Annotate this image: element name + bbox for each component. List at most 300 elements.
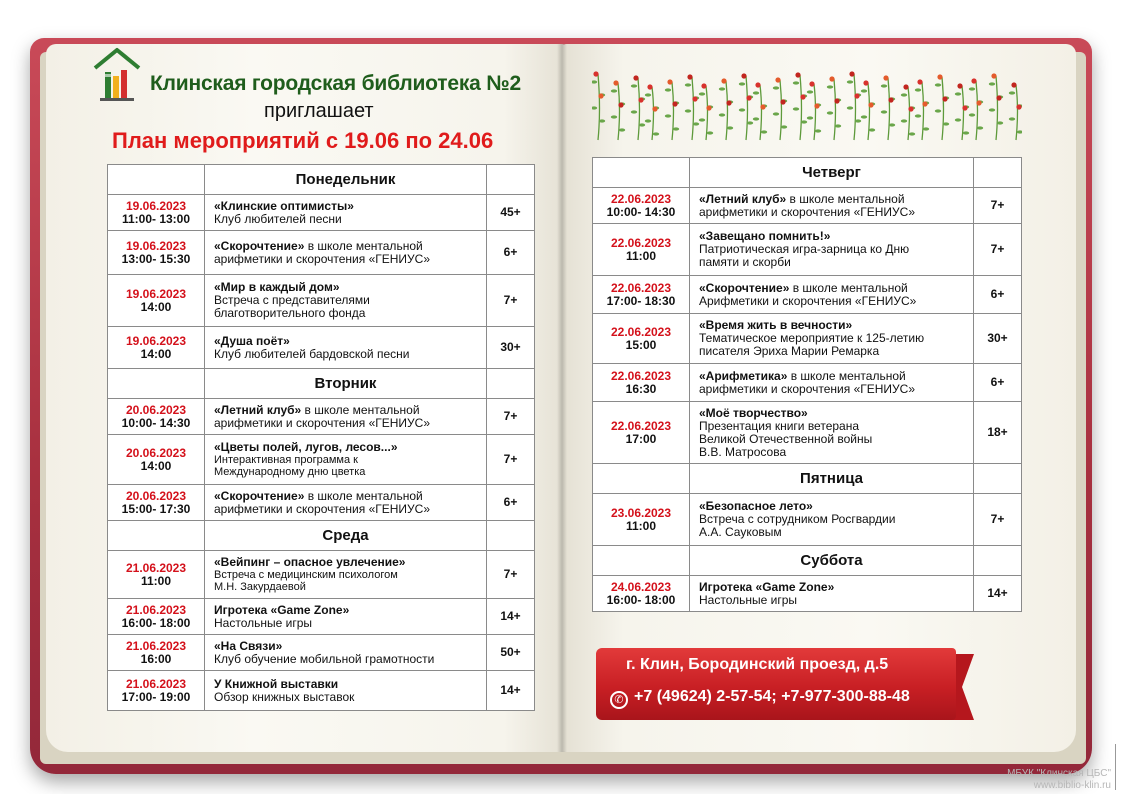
watermark [1007,768,1111,792]
event-time: 14:00 [140,458,172,473]
day-spacer-age [487,521,535,551]
flower-leaf [665,88,671,91]
flower-bud [937,74,942,79]
flower-bud [593,71,598,76]
flower-bud [633,75,638,80]
event-title: «Скорочтение» [214,238,305,253]
flower-stem [780,80,782,140]
event-description-line: Патриотическая игра-зарница ко Дню [699,242,910,256]
event-title-line [214,335,478,348]
flower-bud [854,93,859,98]
library-logo-icon [92,46,142,104]
event-title-line [214,441,478,454]
day-spacer [593,158,690,188]
event-time: 15:00- 17:30 [121,501,191,516]
event-title: «Мир в каждый дом» [214,280,340,294]
flower-leaf [739,82,745,85]
event-description-line: арифметики и скорочтения «ГЕНИУС» [214,251,430,266]
event-datetime [593,276,690,314]
day-header-row [108,165,535,195]
event-row [593,364,1022,402]
event-details [690,576,974,612]
flower-bud [971,78,976,83]
flower-leaf [611,89,617,92]
event-description-line: памяти и скорби [699,255,791,269]
flower-stem [868,83,870,140]
event-title: «Клинские оптимисты» [214,198,354,213]
flower-leaf [955,118,961,121]
flower-leaf [753,117,759,120]
day-spacer [108,165,205,195]
day-spacer-age [974,546,1022,576]
event-datetime [108,635,205,671]
event-datetime [108,231,205,275]
flower-leaf [807,116,813,119]
event-title: «Время жить в вечности» [699,318,853,332]
event-datetime [593,364,690,402]
flower-bud [647,84,652,89]
flower-leaf [847,80,853,83]
event-date: 19.06.2023 [125,238,187,253]
flower-bud [741,73,746,78]
event-row [108,231,535,275]
event-datetime [108,435,205,485]
event-details [205,671,487,711]
event-details [205,485,487,521]
event-row [108,435,535,485]
event-description-line: Тематическое мероприятие к 125-летию [699,331,925,345]
event-description-line: В.В. Матросова [699,444,787,459]
flower-leaf [631,84,637,87]
event-description-line: Презентация книги ветерана [699,418,860,433]
event-row [108,671,535,711]
flower-leaf [753,91,759,94]
event-time: 17:00- 19:00 [121,689,191,704]
flower-bud [922,101,927,106]
event-row [108,635,535,671]
event-date: 21.06.2023 [125,602,187,617]
event-title-line [214,556,478,569]
watermark-org: МБУК "Клинская ЦБС" [1007,768,1111,779]
flower-stem [834,79,836,140]
event-title-suffix: в школе ментальной [787,368,906,383]
event-time: 15:00 [625,337,657,352]
event-title: «Скорочтение» [214,488,305,503]
schedule-table-right [592,157,1022,612]
age-rating: 7+ [487,551,535,599]
invite-text: приглашает [264,100,374,122]
flower-bud [908,106,913,111]
flower-leaf [869,128,875,131]
event-title-line [214,200,478,213]
event-details [205,635,487,671]
event-date: 19.06.2023 [125,333,187,348]
flower-leaf [963,131,969,134]
flower-bud [868,102,873,107]
event-description-line: Настольные игры [214,615,313,630]
flower-bud [598,93,603,98]
event-title: «Вейпинг – опасное увлечение» [214,555,406,569]
phone-icon: ✆ [610,691,628,709]
schedule-table-left [107,164,535,711]
day-name: Пятница [690,464,974,494]
flower-leaf [989,108,995,111]
flower-bud [976,100,981,105]
event-title-line [214,640,478,653]
event-description-line: Клуб любителей песни [214,211,342,226]
flower-leaf [909,132,915,135]
age-rating: 14+ [487,671,535,711]
event-date: 19.06.2023 [125,286,187,301]
flower-leaf [855,119,861,122]
flower-bud [672,101,677,106]
flower-bud [687,74,692,79]
event-datetime [593,494,690,546]
event-row [593,402,1022,464]
event-details [690,364,974,402]
event-title-suffix: в школе ментальной [786,191,905,206]
watermark-divider [1115,744,1116,790]
flower-leaf [801,120,807,123]
event-datetime [108,327,205,369]
event-description-line: Обзор книжных выставок [214,689,355,704]
flower-leaf [773,86,779,89]
event-time: 11:00 [140,573,172,588]
event-row [108,399,535,435]
age-rating: 6+ [487,485,535,521]
age-rating: 50+ [487,635,535,671]
flower-leaf [631,110,637,113]
flower-stem [652,87,654,140]
age-rating: 30+ [974,314,1022,364]
flower-stem [598,74,600,140]
flower-leaf [881,84,887,87]
flower-stem [888,78,890,140]
day-spacer-age [974,464,1022,494]
flower-leaf [901,119,907,122]
event-details [690,402,974,464]
flower-leaf [969,87,975,90]
event-date: 22.06.2023 [610,368,672,383]
flower-stem [854,74,856,140]
event-description-line: Настольные игры [699,592,798,607]
flower-leaf [653,132,659,135]
event-time: 14:00 [140,299,172,314]
event-datetime [108,275,205,327]
flower-bud [755,82,760,87]
event-datetime [593,576,690,612]
flower-leaf [592,80,597,83]
flower-stem [672,82,674,140]
flower-bud [638,97,643,102]
flower-bud [706,105,711,110]
flower-leaf [997,121,1003,124]
flower-leaf [943,122,949,125]
flower-leaf [693,122,699,125]
flower-bud [652,106,657,111]
book-gutter [557,44,567,752]
flower-bud [1016,104,1021,109]
event-title: «Цветы полей, лугов, лесов...» [214,440,398,454]
age-rating: 7+ [974,188,1022,224]
event-title: «Скорочтение» [699,280,790,295]
flower-leaf [1009,91,1015,94]
event-date: 24.06.2023 [610,579,672,594]
event-date: 21.06.2023 [125,638,187,653]
age-rating: 6+ [974,276,1022,314]
day-header-row [108,521,535,551]
flower-bud [701,83,706,88]
age-rating: 7+ [487,435,535,485]
flower-stem [706,86,708,140]
flower-leaf [827,111,833,114]
flower-leaf [747,121,753,124]
day-name: Понедельник [205,165,487,195]
event-title: «Летний клуб» [699,191,787,206]
event-title: «Арифметика» [699,368,788,383]
event-time: 17:00 [625,431,657,446]
event-details [205,195,487,231]
flower-leaf [781,125,787,128]
flower-leaf [685,109,691,112]
event-title: «На Связи» [214,638,283,653]
age-rating: 7+ [974,224,1022,276]
event-date: 19.06.2023 [125,198,187,213]
event-datetime [593,188,690,224]
event-datetime [593,224,690,276]
flower-leaf [889,123,895,126]
flower-leaf [699,118,705,121]
flower-leaf [847,106,853,109]
event-description-line: Встреча с медицинским психологом [214,569,398,581]
age-rating: 18+ [974,402,1022,464]
event-title-line [699,407,965,420]
flower-leaf [977,126,983,129]
flower-bud [829,76,834,81]
event-title-line [214,490,478,503]
event-title-line [214,404,478,417]
flower-bud [942,96,947,101]
event-details [690,494,974,546]
flower-leaf [915,114,921,117]
day-spacer-age [974,158,1022,188]
flower-leaf [719,87,725,90]
event-details [690,188,974,224]
event-title-line [699,282,965,295]
event-time: 10:00- 14:30 [606,204,676,219]
event-title-suffix: в школе ментальной [789,280,908,295]
day-spacer [593,464,690,494]
event-row [593,276,1022,314]
event-description-line: Клуб любителей бардовской песни [214,346,410,361]
event-details [205,275,487,327]
flower-leaf [1017,130,1022,133]
event-title: «Душа поёт» [214,333,290,348]
flower-leaf [955,92,961,95]
flower-leaf [685,83,691,86]
event-description-line: Клуб обучение мобильной грамотности [214,651,435,666]
flower-bud [814,103,819,108]
day-header-row [593,546,1022,576]
flower-bud [917,79,922,84]
event-description-line: писателя Эриха Марии Ремарка [699,344,880,358]
day-header-row [593,158,1022,188]
event-row [593,494,1022,546]
flower-stem [726,81,728,140]
flower-leaf [935,83,941,86]
event-title: «Завещано помнить!» [699,229,831,243]
event-details [690,276,974,314]
flower-stem [908,87,910,140]
flower-stem [692,77,694,140]
flower-leaf [861,115,867,118]
event-date: 20.06.2023 [125,402,187,417]
event-description-line: Международному дню цветка [214,466,366,478]
event-row [108,599,535,635]
flower-bud [692,96,697,101]
event-title-suffix: в школе ментальной [304,238,423,253]
event-description-line: арифметики и скорочтения «ГЕНИУС» [214,415,430,430]
event-title-line [699,581,965,594]
flower-bud [834,98,839,103]
flower-bud [726,100,731,105]
event-date: 22.06.2023 [610,324,672,339]
flower-leaf [901,93,907,96]
flower-bud [809,81,814,86]
event-time: 16:00- 18:00 [121,615,191,630]
flower-leaf [793,81,799,84]
flower-bud [849,71,854,76]
day-spacer [593,546,690,576]
event-row [593,576,1022,612]
event-time: 11:00 [625,248,657,263]
event-row [108,275,535,327]
phones-line [610,688,910,709]
age-rating: 30+ [487,327,535,369]
flower-leaf [923,127,929,130]
day-name: Четверг [690,158,974,188]
age-rating: 6+ [487,231,535,275]
flower-leaf [827,85,833,88]
age-rating: 6+ [974,364,1022,402]
flower-bud [883,75,888,80]
event-description-line: Интерактивная программа к [214,454,358,466]
event-details [205,599,487,635]
event-datetime [108,485,205,521]
event-row [108,195,535,231]
event-time: 11:00 [625,518,657,533]
event-time: 14:00 [140,346,172,361]
event-title: «Моё творчество» [699,405,808,420]
flower-stem [800,75,802,140]
plan-title: План мероприятий с 19.06 по 24.06 [112,128,494,153]
flower-bud [746,95,751,100]
flower-bud [800,94,805,99]
event-row [593,314,1022,364]
event-date: 22.06.2023 [610,280,672,295]
flower-leaf [1009,117,1015,120]
flower-leaf [915,88,921,91]
event-title-line [699,370,965,383]
flower-leaf [935,109,941,112]
event-title: Игротека «Game Zone» [699,579,835,594]
event-title-suffix: в школе ментальной [304,488,423,503]
event-details [205,435,487,485]
flower-leaf [639,123,645,126]
age-rating: 7+ [487,399,535,435]
event-time: 10:00- 14:30 [121,415,191,430]
flower-bud [957,83,962,88]
event-row [593,224,1022,276]
flower-leaf [707,131,713,134]
flower-stem [976,81,978,140]
event-time: 16:30 [625,381,657,396]
flower-leaf [645,119,651,122]
address-text: г. Клин, Бородинский проезд, д.5 [626,656,889,673]
event-description-line: М.Н. Закурдаевой [214,581,306,593]
flower-leaf [773,112,779,115]
age-rating: 14+ [487,599,535,635]
event-details [205,551,487,599]
flower-stem [638,78,640,140]
event-row [108,485,535,521]
event-title-line [214,604,478,617]
flower-leaf [599,119,605,122]
flower-leaf [619,128,625,131]
flower-bud [775,77,780,82]
event-datetime [108,195,205,231]
day-spacer-age [487,369,535,399]
flower-bud [991,73,996,78]
age-rating: 14+ [974,576,1022,612]
event-time: 11:00- 13:00 [121,211,191,226]
flower-leaf [969,113,975,116]
event-details [690,224,974,276]
event-description-line: арифметики и скорочтения «ГЕНИУС» [699,381,915,396]
event-datetime [593,314,690,364]
flower-leaf [793,107,799,110]
event-title-line [214,240,478,253]
phones-text: +7 (49624) 2-57-54; +7-977-300-88-48 [634,688,910,705]
flower-leaf [719,113,725,116]
flower-bud [780,99,785,104]
flower-leaf [881,110,887,113]
day-header-row [593,464,1022,494]
event-time: 13:00- 15:30 [121,251,191,266]
flowers-decoration [592,70,1022,142]
flower-leaf [835,124,841,127]
event-title: «Летний клуб» [214,402,302,417]
event-details [205,399,487,435]
flower-leaf [807,90,813,93]
event-date: 22.06.2023 [610,418,672,433]
flower-stem [996,76,998,140]
event-description-line: Арифметики и скорочтения «ГЕНИУС» [699,293,917,308]
flower-stem [922,82,924,140]
flower-leaf [739,108,745,111]
flower-leaf [673,127,679,130]
library-name: Клинская городская библиотека №2 [150,72,521,95]
event-date: 22.06.2023 [610,191,672,206]
day-name: Суббота [690,546,974,576]
flower-leaf [861,89,867,92]
day-name: Среда [205,521,487,551]
flower-bud [996,95,1001,100]
event-description-line: Встреча с сотрудником Росгвардии [699,512,896,526]
day-header-row [108,369,535,399]
flower-bud [863,80,868,85]
flower-leaf [761,130,767,133]
